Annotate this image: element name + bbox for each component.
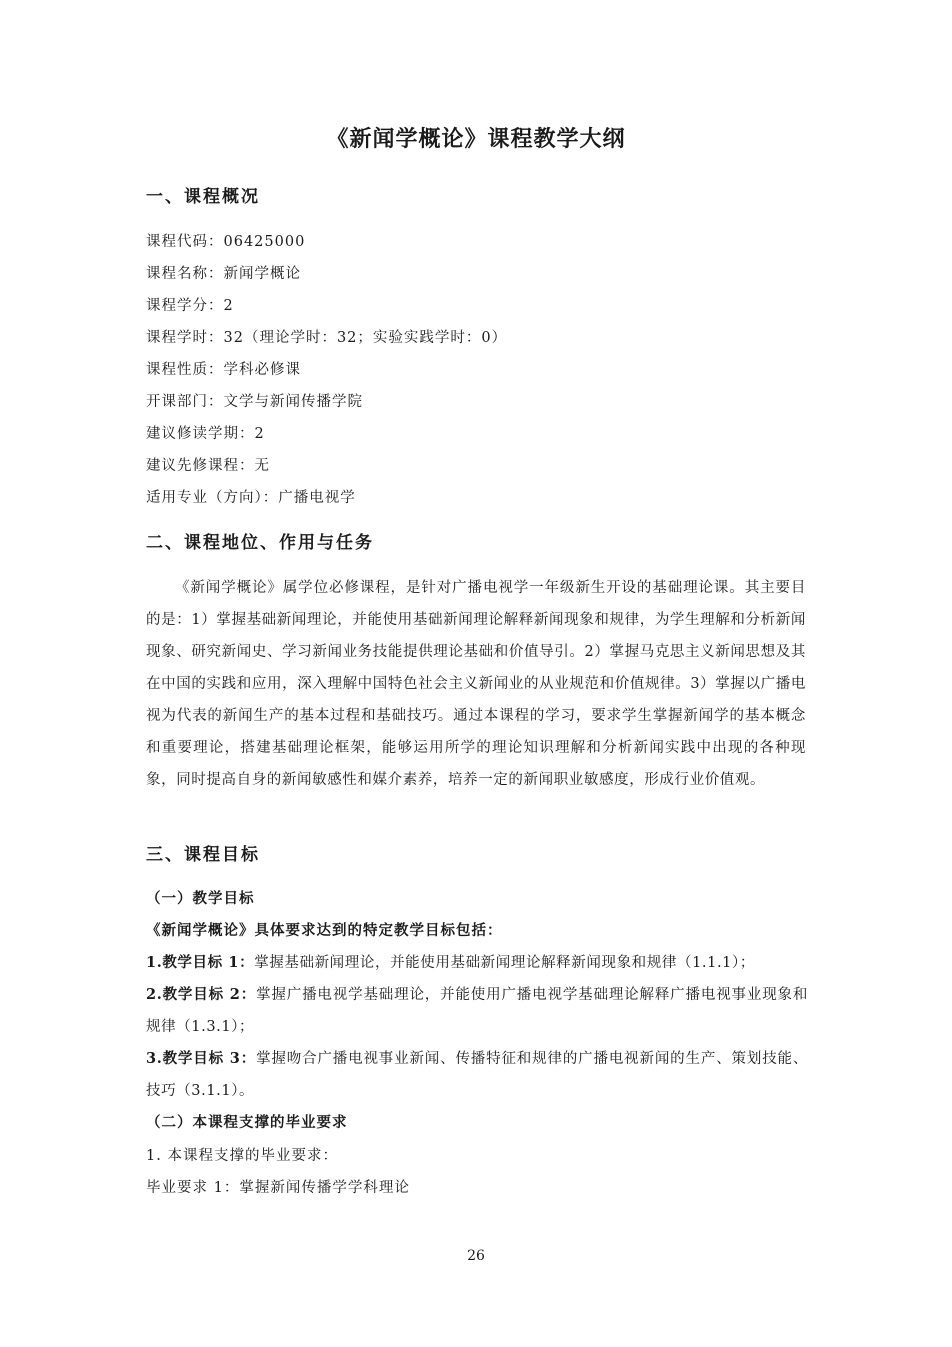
goal-label: 2.教学目标 2：: [146, 986, 257, 1003]
section-heading-role: 二、课程地位、作用与任务: [146, 533, 374, 553]
info-line-code: 课程代码：06425000: [146, 234, 306, 250]
goal-text: 掌握基础新闻理论，并能使用基础新闻理论解释新闻现象和规律（1.1.1）；: [254, 955, 755, 971]
section-heading-overview: 一、课程概况: [146, 187, 260, 207]
info-line-semester: 建议修读学期：2: [146, 426, 265, 442]
requirements-line-2: 毕业要求 1：掌握新闻传播学学科理论: [146, 1180, 410, 1196]
goal-text: 掌握广播电视学基础理论，并能使用广播电视学基础理论解释广播电视事业现象和规律（1.3.1）；: [146, 987, 808, 1035]
goal-item-3: [146, 1043, 808, 1107]
info-line-credits: 课程学分：2: [146, 298, 234, 314]
requirements-line-1: 1. 本课程支撑的毕业要求：: [146, 1148, 338, 1164]
section-heading-objectives: 三、课程目标: [146, 845, 260, 865]
info-line-prerequisite: 建议先修课程：无: [146, 458, 270, 474]
goal-text: 掌握吻合广播电视事业新闻、传播特征和规律的广播电视新闻的生产、策划技能、技巧（3.1.1）。: [146, 1051, 808, 1099]
goal-item-2: [146, 979, 808, 1043]
info-line-major: 适用专业（方向）：广播电视学: [146, 490, 356, 506]
goal-label: 1.教学目标 1：: [146, 954, 255, 971]
info-line-hours: 课程学时：32（理论学时：32；实验实践学时：0）: [146, 330, 508, 346]
info-line-name: 课程名称：新闻学概论: [146, 266, 301, 282]
info-line-nature: 课程性质：学科必修课: [146, 362, 301, 378]
goal-label: 3.教学目标 3：: [146, 1050, 257, 1067]
role-paragraph: 《新闻学概论》属学位必修课程，是针对广播电视学一年级新生开设的基础理论课。其主要目的是：1）掌握基础新闻理论，并能使用基础新闻理论解释新闻现象和规律，为学生理解和分析新闻现象、研究新闻史、学习新闻业务技能提供理论基础和价值导引。2）掌握马克思主义新闻思想及其在中国的实践和应用，深入理解中国特色社会主义新闻业的从业规范和价值规律。3）掌握以广播电视为代表的新闻生产的基本过程和基础技巧。通过本课程的学习，要求学生掌握新闻学的基本概念和重要理论，搭建基础理论框架，能够运用所学的理论知识理解和分析新闻实践中出现的各种现象，同时提高自身的新闻敏感性和媒介素养，培养一定的新闻职业敏感度，形成行业价值观。: [146, 580, 806, 788]
goal-item-1: [146, 947, 808, 979]
page-number: 26: [467, 1248, 485, 1264]
info-line-department: 开课部门：文学与新闻传播学院: [146, 394, 363, 410]
subheading-teaching-objectives: （一）教学目标: [146, 890, 255, 907]
objectives-intro: 《新闻学概论》具体要求达到的特定教学目标包括：: [146, 922, 503, 939]
subheading-graduation-requirements: （二）本课程支撑的毕业要求: [146, 1114, 348, 1131]
document-title: 《新闻学概论》课程教学大纲: [326, 126, 626, 152]
